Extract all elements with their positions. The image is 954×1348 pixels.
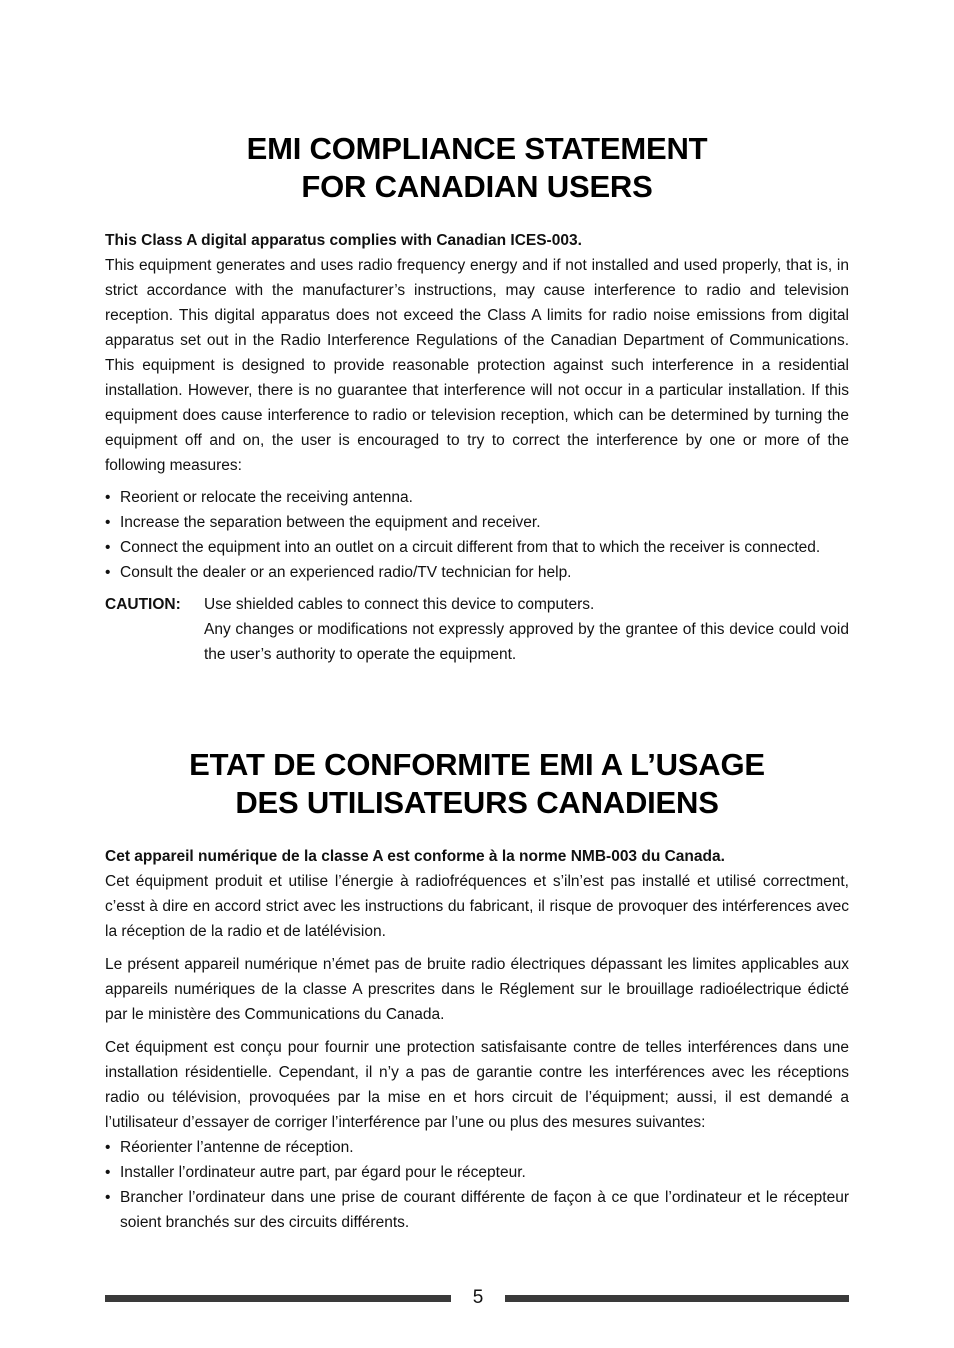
bullet-icon: • <box>105 564 111 581</box>
page-number: 5 <box>472 1287 484 1308</box>
title-line: EMI COMPLIANCE STATEMENT <box>246 131 708 166</box>
title-line: FOR CANADIAN USERS <box>301 169 653 204</box>
list-item: • Réorienter l’antenne de réception. <box>105 1135 849 1160</box>
footer-rule-right <box>505 1295 849 1302</box>
page-footer <box>105 1284 849 1314</box>
footer-rule-left <box>105 1295 451 1302</box>
measures-list <box>105 485 849 585</box>
body-paragraph: Le présent appareil numérique n’émet pas de bruite radio électriques dépassant les limites applicables aux appareils numériques de la classe A prescrites dans le Réglement sur le brouillage radioélectrique édicté par le ministère des Communications du Canada. <box>105 956 849 1023</box>
body-paragraph: Cet équipment est conçu pour fournir une protection satisfaisante contre de telles interférences dans une installation résidentielle. Cependant, il n’y a pas de garantie contre les interférences avec les réceptions radio ou télévision, provoquées par la mise en et hors circuit de l’équipment; aussi, il est demandé a l’utilisateur d’essayer de corriger l’interférence par l’une ou plus des mesures suivantes: <box>105 1039 849 1131</box>
list-item: • Consult the dealer or an experienced radio/TV technician for help. <box>105 560 849 585</box>
title-line: ETAT DE CONFORMITE EMI A L’USAGE <box>189 747 765 782</box>
title-line: DES UTILISATEURS CANADIENS <box>235 785 719 820</box>
list-item: • Installer l’ordinateur autre part, par égard pour le récepteur. <box>105 1160 849 1185</box>
measures-list <box>105 1135 849 1235</box>
lead-statement: This Class A digital apparatus complies with Canadian ICES-003. <box>105 232 582 249</box>
list-item: • Connect the equipment into an outlet on a circuit different from that to which the receiver is connected. <box>105 535 849 560</box>
lead-statement: Cet appareil numérique de la classe A est conforme à la norme NMB-003 du Canada. <box>105 848 725 865</box>
list-item: • Brancher l’ordinateur dans une prise de courant différente de façon à ce que l’ordinateur et le récepteur soient branchés sur des circuits différents. <box>105 1185 849 1235</box>
section-title-emi-compliance <box>105 130 849 206</box>
bullet-icon: • <box>105 1164 111 1181</box>
list-item: • Increase the separation between the equipment and receiver. <box>105 510 849 535</box>
caution-line: Any changes or modifications not expressly approved by the grantee of this device could void the user’s authority to operate the equipment. <box>204 621 849 663</box>
body-paragraph: Cet équipment produit et utilise l’énergie à radiofréquences et s’iln’est pas installé et utilisé correctment, c’esst à dire en accord strict avec les instructions du fabricant, il risque de provoquer des intérferences avec la réception de la radio et de latélévision. <box>105 873 849 940</box>
bullet-icon: • <box>105 1189 111 1206</box>
caution-text <box>204 592 849 667</box>
section-body-french <box>105 844 849 1235</box>
section-body-english <box>105 228 849 667</box>
bullet-icon: • <box>105 489 111 506</box>
caution-line: Use shielded cables to connect this device to computers. <box>204 596 595 613</box>
list-item: • Reorient or relocate the receiving antenna. <box>105 485 849 510</box>
bullet-icon: • <box>105 1139 111 1156</box>
caution-block <box>105 592 849 667</box>
body-paragraph: This equipment generates and uses radio frequency energy and if not installed and used properly, that is, in strict accordance with the manufacturer’s instructions, may cause interference to radio and television reception. This digital apparatus does not exceed the Class A limits for radio noise emissions from digital apparatus set out in the Radio Interference Regulations of the Canadian Department of Communications. This equipment is designed to provide reasonable protection against such interference in a residential installation. However, there is no guarantee that interference will not occur in a particular installation. If this equipment does cause interference to radio or television reception, which can be determined by turning the equipment off and on, the user is encouraged to try to correct the interference by one or more of the following measures: <box>105 257 849 474</box>
caution-label: CAUTION: <box>105 596 181 613</box>
bullet-icon: • <box>105 539 111 556</box>
section-title-etat-conformite <box>105 746 849 822</box>
bullet-icon: • <box>105 514 111 531</box>
